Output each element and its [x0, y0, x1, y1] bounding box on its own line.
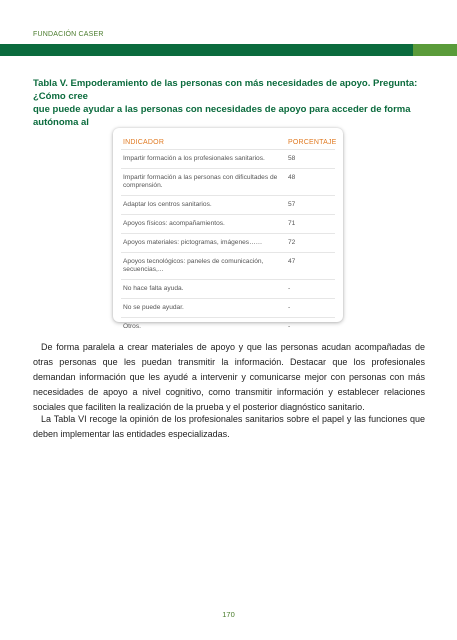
table-row: [121, 196, 335, 215]
indicator-cell: Impartir formación a las personas con dificultades de comprensión.: [123, 174, 278, 189]
percentage-cell: 71: [288, 220, 296, 227]
table-row: [121, 299, 335, 318]
header-org-name: FUNDACIÓN CASER: [33, 31, 104, 38]
table-row: [121, 150, 335, 169]
table-body: [113, 150, 343, 336]
column-header-indicator: INDICADOR: [123, 139, 165, 146]
indicator-cell: No hace falta ayuda.: [123, 285, 184, 292]
header-green-bar: [0, 44, 457, 56]
percentage-cell: 48: [288, 174, 296, 181]
table-row: [121, 234, 335, 253]
indicator-cell: Adaptar los centros sanitarios.: [123, 201, 212, 208]
indicator-cell: Apoyos tecnológicos: paneles de comunicación, secuencias,...: [123, 258, 264, 273]
header-accent-tab: [413, 44, 457, 56]
column-header-percentage: PORCENTAJE: [288, 139, 337, 146]
percentage-cell: -: [288, 285, 291, 292]
percentage-cell: 57: [288, 201, 296, 208]
percentage-cell: 47: [288, 258, 296, 265]
table-row: [121, 253, 335, 280]
body-paragraph: La Tabla VI recoge la opinión de los profesionales sanitarios sobre el papel y las funciones que deben implementar las entidades especializadas.: [33, 414, 425, 439]
percentage-cell: -: [288, 304, 291, 311]
indicator-cell: Apoyos físicos: acompañamientos.: [123, 220, 225, 227]
indicator-table: [113, 128, 343, 330]
indicator-cell: No se puede ayudar.: [123, 304, 184, 311]
body-paragraph: De forma paralela a crear materiales de apoyo y que las personas acudan acompañadas de otras personas que les puedan transmitir la información. Destacar que los profesionales demandan información que les ayudé a intervenir y comunicarse mejor con personas con más necesidades de apoyo a nivel cognitivo, como transmitir información y establecer relaciones sociales que faciliten la realización de la prueba y el posterior diagnóstico sanitario.: [33, 342, 425, 412]
percentage-cell: 72: [288, 239, 296, 246]
table-row: [121, 215, 335, 234]
table-row: [121, 280, 335, 299]
percentage-cell: -: [288, 323, 291, 330]
table-row: [121, 169, 335, 196]
page-number: 170: [222, 610, 235, 619]
indicator-cell: Apoyos materiales: pictogramas, imágenes……: [123, 239, 263, 246]
table-row: [121, 318, 335, 336]
percentage-cell: 58: [288, 155, 296, 162]
indicator-cell: Impartir formación a los profesionales sanitarios.: [123, 155, 265, 162]
table-caption: Tabla V. Empoderamiento de las personas con más necesidades de apoyo. Pregunta: ¿Cómo cree que puede ayudar a las personas con necesidades de apoyo para acceder de forma autónoma al: [33, 78, 418, 128]
indicator-cell: Otros.: [123, 323, 141, 330]
